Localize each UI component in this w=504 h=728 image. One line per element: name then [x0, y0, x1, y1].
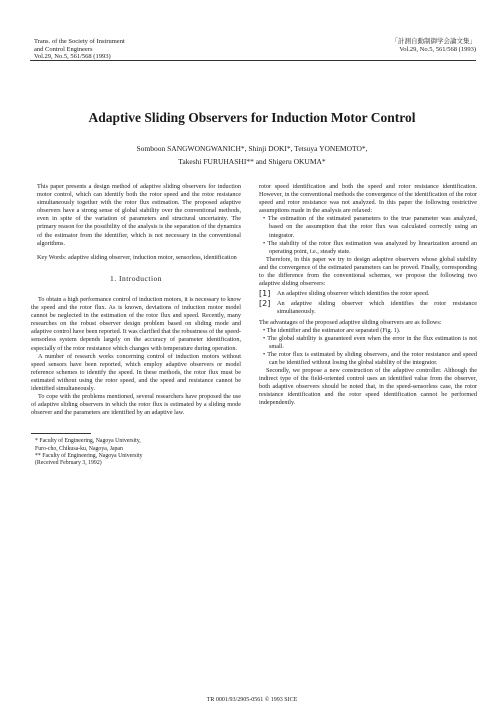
authors-line2: Takeshi FURUHASHI** and Shigeru OKUMA* [178, 157, 326, 166]
bullet-item: • The global stability is guaranteed even when the error in the flux estimation is not small. [259, 335, 477, 351]
bullet-item: • The identifier and the estimator are separated (Fig. 1). [259, 327, 477, 335]
body-paragraph: rotor speed identification and both the speed and rotor resistance identification. However, in the conventional methods the convergence of the identification of the rotor speed and rotor resistance was not analyzed. In this paper the following restrictive assumptions made in the analysis are relaxed: [259, 183, 477, 215]
footnote-line: (Received February 3, 1992) [35, 459, 102, 466]
paper-title: Adaptive Sliding Observers for Induction Motor Control [88, 110, 416, 125]
journal-header-jp [392, 38, 477, 53]
footnote-rule [31, 433, 91, 434]
right-column [259, 183, 477, 408]
header-rule [30, 60, 476, 61]
footnote-line: ** Faculty of Engineering, Nagoya University [35, 452, 143, 459]
intro-paragraph: To cope with the problems mentioned, several researchers have proposed the use of adaptive sliding observers in which the rotor flux is estimated by a sliding mode observer and the parameters are identified by an adaptive law. [31, 393, 241, 417]
item-text: An adaptive sliding observer which identifies the rotor resistance simultaneously. [277, 300, 477, 316]
journal-volume-jp: Vol.29, No.5, 561/568 (1993) [399, 45, 476, 53]
footnote-line: Furo-cho, Chikusa-ku, Nagoya, Japan [35, 445, 123, 452]
journal-volume: Vol.29, No.5, 561/568 (1993) [34, 53, 111, 60]
observer-item [259, 290, 477, 298]
left-column [31, 183, 241, 467]
body-paragraph: Secondly, we propose a new construction of the adaptive controller. Although the indirect type of the field-oriented control uses an identified value from the observer, both adaptive observers should be noted that, in the speed-sensorless case, the rotor resistance identification and the rotor speed identification cannot be performed independently. [259, 367, 477, 407]
bullet-item: • The stability of the rotor flux estimation was analyzed by linearization around an operating point, i.e., steady state. [259, 240, 477, 256]
body-paragraph: Therefore, in this paper we try to design adaptive observers whose global stability and the convergence of the estimated parameters can be proved. Finally, corresponding to the difference from the conventional schemes, we propose the following two adaptive sliding observers: [259, 255, 477, 288]
intro-paragraph: A number of research works concerning control of induction motors without speed sensors have been reported, which employ adaptive observers or model reference schemes to identify the speed. In these methods, the rotor flux must be estimated without using the rotor speed, and the speed and resistance cannot be identified simultaneously. [31, 352, 241, 392]
journal-name-line1: Trans. of the Society of Instrument [34, 38, 125, 45]
page-footer: TR 0001/93/2905-0561 © 1993 SICE [206, 697, 298, 703]
keywords: Key Words: adaptive sliding observer, induction motor, sensorless, identification [37, 253, 237, 261]
footnote-line: * Faculty of Engineering, Nagoya University, [35, 438, 141, 445]
item-marker: [2] [259, 299, 271, 309]
observer-item [259, 300, 477, 316]
intro-paragraph: To obtain a high performance control of induction motors, it is necessary to know the speed and the rotor flux. As is known, deviations of induction motor model cannot be neglected in the estimation of the rotor flux and speed. Recently, many researches on the robust observer design problem based on sliding mode and adaptive control have been reported. It was clarified that the robustness of the speed-sensorless system depends largely on the accuracy of parameter identification, especially of the rotor resistance which changes with temperature during operation. [31, 295, 241, 352]
footnote [31, 438, 241, 467]
section-heading-introduction: 1. Introduction [109, 273, 163, 283]
bullet-item: • The rotor flux is estimated by sliding observers, and the rotor resistance and speed can be identified without losing the global stability of the integrator. [259, 351, 477, 367]
journal-title-jp: 「計測自動制御学会論文集」 [391, 38, 476, 45]
journal-header [34, 38, 125, 61]
item-marker: [1] [259, 289, 271, 299]
author-block [0, 142, 504, 168]
item-text: An adaptive sliding observer which identifies the rotor speed. [277, 290, 430, 298]
abstract: This paper presents a design method of adaptive sliding observers for induction motor control, which can identify both the rotor speed and the rotor resistance simultaneously together with the rotor flux estimation. The proposed adaptive observers have a strong sense of global stability over the conventional methods, even in spite of the variation of parameters and structural uncertainty. The primary reason for the possibility of the analysis is the separation of the dynamics of the estimator from the identifier, which is not necessary in the conventional algorithms. [37, 183, 241, 247]
journal-name-line2: and Control Engineers [34, 45, 93, 53]
body-paragraph: The advantages of the proposed adaptive sliding observers are as follows: [259, 318, 442, 326]
bullet-item: • The estimation of the estimated parameters to the true parameter was analyzed, based on the assumption that the rotor flux was calculated correctly using an integrator. [259, 215, 477, 239]
authors-line1: Somboon SANGWONGWANICH*, Shinji DOKI*, Tetsuya YONEMOTO*, [136, 144, 368, 153]
